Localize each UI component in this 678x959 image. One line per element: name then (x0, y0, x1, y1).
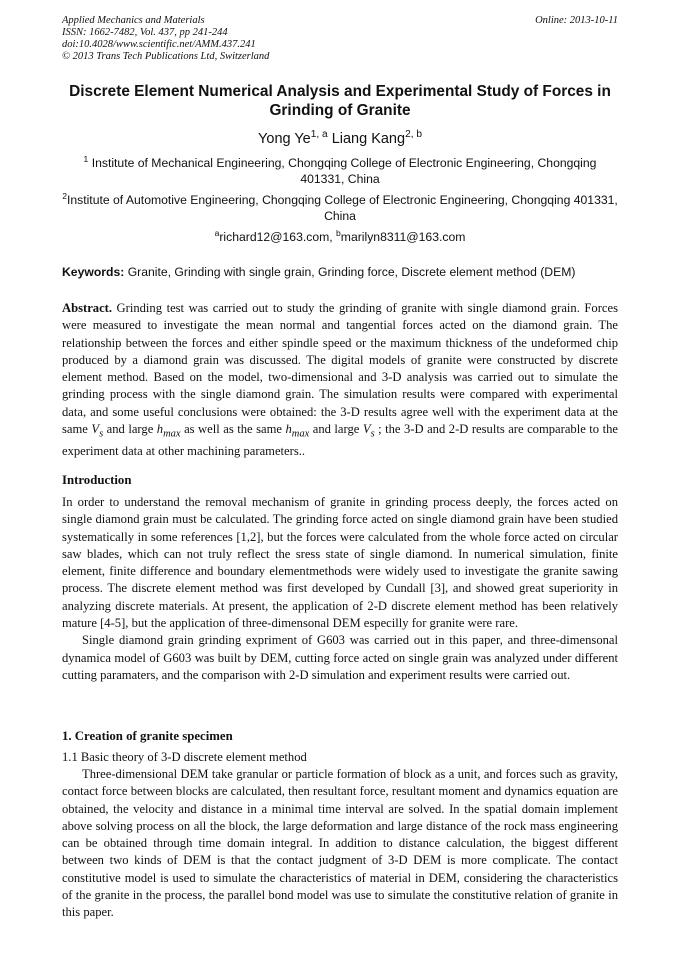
email-b[interactable]: marilyn8311@163.com (340, 230, 466, 244)
email-a-mark: a (214, 227, 220, 238)
paper-title: Discrete Element Numerical Analysis and Experimental Study of Forces in Grinding of Granite (69, 83, 611, 119)
var-vs-2: $V_s$ (362, 422, 375, 440)
journal-header (62, 15, 618, 63)
abstract (62, 300, 618, 460)
author-2: Liang Kang (331, 131, 406, 147)
section-1-paragraph-1: Three-dimensional DEM take granular or particle formation of block as a unit, and forces such as gravity, contact force between blocks are calculated, then resultant force, resultant moment and dynamics equation are obtained, the velocity and distance in a minimal time interval are solved. In the spatial domain implement above solving process on all the block, the large deformation and large distance of the rock mass engineering can be obtained through time domain integral. In addition to distance calculation, the biggest different between two kinds of DEM is that the contact judgment of 3-D DEM is more complicate. The contact constitutive model is used to simulate the characteristics of material in DEM, considering the characteristics of the granite in the process, the parallel bond model was use to simulate the constitutive relation of granite in this paper. (62, 767, 618, 920)
abstract-text-4: and large (309, 422, 363, 437)
section-1-body (62, 766, 618, 922)
introduction-body (62, 494, 618, 684)
affiliation-1-text: Institute of Mechanical Engineering, Chongqing College of Electronic Engineering, Chongqing 401331, China (91, 156, 597, 186)
affiliation-2-mark: 2 (62, 190, 67, 201)
keywords-text: Granite, Grinding with single grain, Grinding force, Discrete element method (DEM) (124, 265, 576, 279)
email-b-mark: b (336, 227, 341, 238)
author-1-affil: 1, a (310, 129, 328, 141)
affiliation-1-mark: 1 (83, 153, 89, 164)
affiliation-2 (62, 192, 618, 224)
email-line (62, 229, 618, 245)
introduction-paragraph-1: In order to understand the removal mechanism of granite in grinding process deeply, the forces acted on single diamond grain must be calculated. The grinding force acted on single diamond grain have been studied systematically in some references [1,2], but the forces were calculated from the whole force acted on circular saw blades, which can not truly reflect the sress state of single diamond. In numerical simulation, finite element, finite difference and boundary elementmethods were widely used to investigate the granite sawing process. The discrete element method was first developed by Cundall [3], and showed great superiority in analyzing discrete materials. At present, the application of 2-D discrete element method has been relatively mature [4-5], but the application of three-dimensonal DEM especilly for granite were rare. (62, 495, 618, 631)
abstract-label: Abstract. (62, 301, 113, 315)
keywords (62, 264, 618, 280)
var-vs: $V_s$ (91, 422, 104, 440)
abstract-text-1: Grinding test was carried out to study the grinding of granite with single diamond grain. Forces were measured to investigate the mean normal and tangential forces acted on the diamond grain. The relationship between the forces and either spindle speed or the maximum thickness of the undeformed chip produced by a diamond grain was discussed. The digital models of granite were constructed by discrete element method. Based on the model, two-dimensional and 3-D analysis was carried out to simulate the grinding process with the single diamond grain. The simulation results were compared with experimental data, and some useful conclusions were obtained: the 3-D results agree well with the experiment data at the same (62, 301, 618, 437)
copyright-line: © 2013 Trans Tech Publications Ltd, Switzerland (62, 51, 270, 62)
email-a[interactable]: richard12@163.com, (219, 230, 337, 244)
introduction-paragraph-2: Single diamond grain grinding expriment of G603 was carried out in this paper, and three-dimensonal dynamica model of G603 was built by DEM, cutting force acted on single grain was analyzed under different cutting paramaters, and the comparison with 2-D simulation and experiment results were carried out. (62, 633, 618, 682)
author-line (62, 130, 618, 148)
abstract-text-2: and large (103, 422, 157, 437)
journal-name: Applied Mechanics and Materials (62, 15, 205, 26)
abstract-text-5: ; the 3-D and 2-D results are comparable to the experiment data at other machining parameters.. (62, 422, 618, 458)
affiliation-2-text: Institute of Automotive Engineering, Chongqing College of Electronic Engineering, Chongqing 401331, China (66, 193, 618, 223)
var-hmax: $h_{max}$ (156, 422, 181, 440)
affiliation-1 (62, 155, 618, 187)
abstract-text-3: as well as the same (180, 422, 286, 437)
keywords-label: Keywords: (62, 265, 125, 279)
var-hmax-2: $h_{max}$ (285, 422, 310, 440)
online-date: Online: 2013-10-11 (535, 15, 618, 26)
issn-line: ISSN: 1662-7482, Vol. 437, pp 241-244 (62, 27, 228, 38)
subsection-1-1-heading: 1.1 Basic theory of 3-D discrete element method (62, 750, 307, 764)
author-1: Yong Ye (258, 131, 311, 147)
introduction-heading: Introduction (62, 473, 132, 487)
section-1-heading: 1. Creation of granite specimen (62, 729, 233, 743)
doi-line: doi:10.4028/www.scientific.net/AMM.437.241 (62, 39, 256, 50)
author-2-affil: 2, b (405, 129, 422, 141)
